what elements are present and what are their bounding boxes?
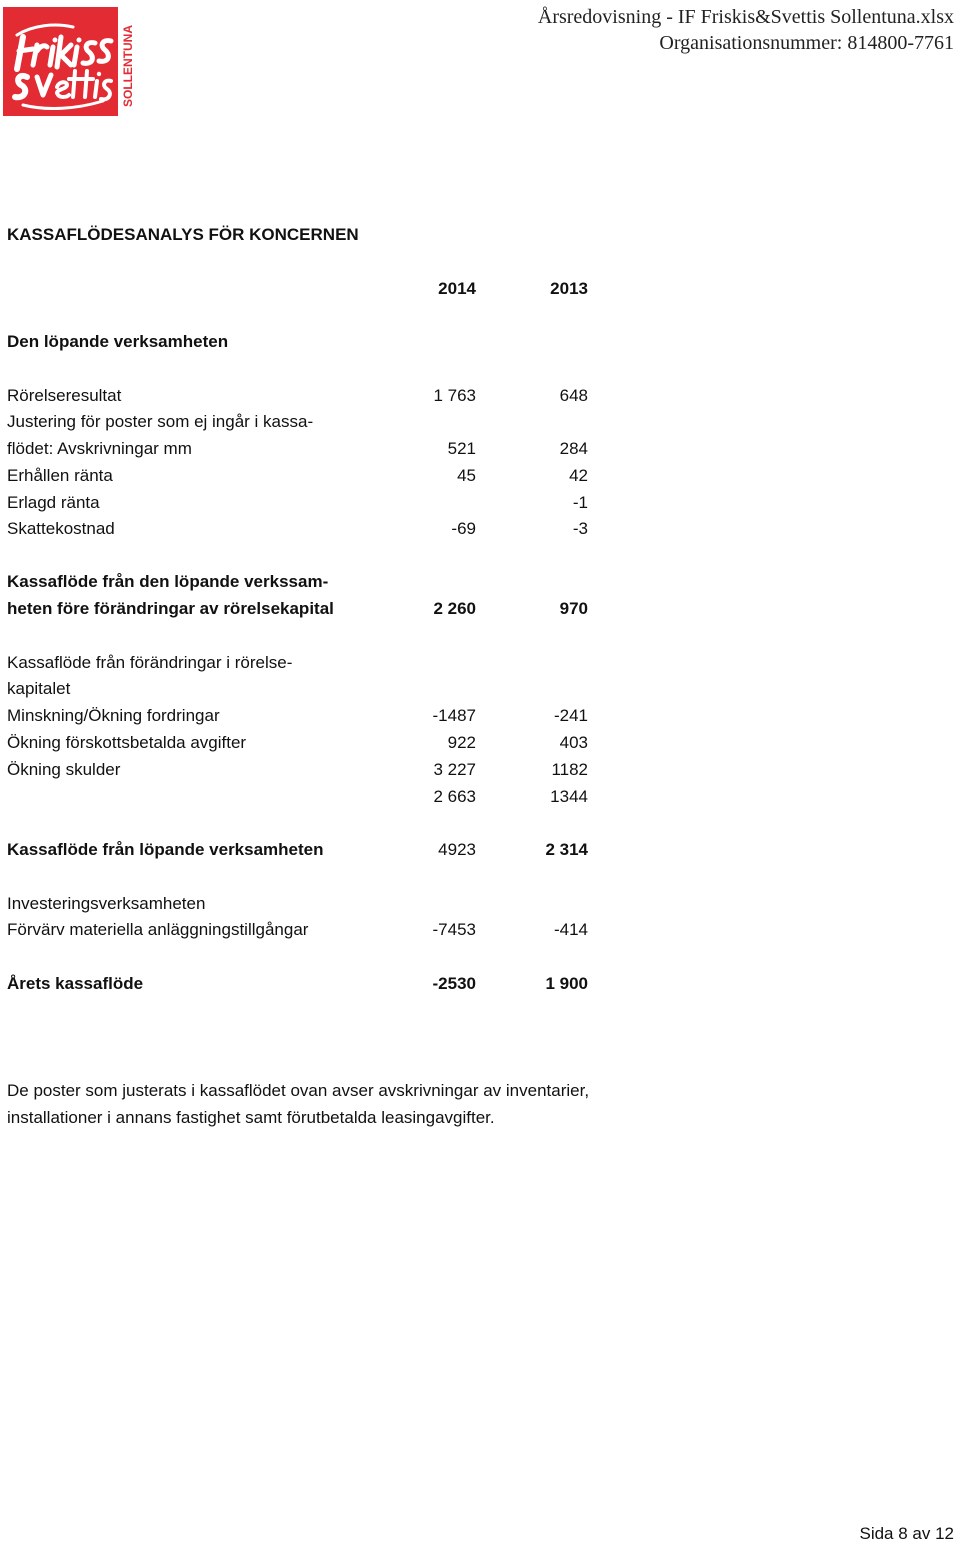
row-label: Rörelseresultat	[7, 386, 122, 405]
row-label: Förvärv materiella anläggningstillgångar	[7, 920, 309, 939]
row-label: Justering för poster som ej ingår i kassa-	[7, 412, 314, 431]
note-line-1: De poster som justerats i kassaflödet ovan avser avskrivningar av inventarier,	[7, 1081, 590, 1100]
value-2014: 3 227	[433, 760, 476, 779]
value-2014: 2 663	[433, 787, 476, 806]
value-2013: -241	[553, 706, 588, 725]
table-row	[7, 439, 607, 465]
row-label: Årets kassaflöde	[7, 974, 144, 993]
row-label: Ökning förskottsbetalda avgifter	[7, 733, 247, 752]
table-row	[7, 653, 607, 679]
row-label: Kassaflöde från löpande verksamheten	[7, 840, 324, 859]
value-2014: 2 260	[433, 599, 476, 618]
value-2014: 521	[447, 439, 476, 458]
row-label: Erlagd ränta	[7, 493, 100, 512]
row-label: Skattekostnad	[7, 519, 115, 538]
table-row	[7, 840, 607, 866]
table-row	[7, 466, 607, 492]
value-2013: 1 900	[545, 974, 588, 993]
row-label: kapitalet	[7, 679, 71, 698]
value-2014: 922	[447, 733, 476, 752]
value-2014: 1 763	[433, 386, 476, 405]
row-label: heten före förändringar av rörelsekapital	[7, 599, 334, 618]
row-label: Den löpande verksamheten	[7, 332, 229, 351]
value-2014: -2530	[432, 974, 476, 993]
value-2013: 403	[559, 733, 588, 752]
table-row	[7, 733, 607, 759]
value-2013: 42	[569, 466, 588, 485]
page-title: KASSAFLÖDESANALYS FÖR KONCERNEN	[7, 225, 359, 244]
value-2014: 4923	[438, 840, 476, 859]
value-2013: 284	[559, 439, 588, 458]
note-line-2: installationer i annans fastighet samt förutbetalda leasingavgifter.	[7, 1108, 495, 1127]
row-label: Kassaflöde från förändringar i rörelse-	[7, 653, 293, 672]
header-org-number: Organisationsnummer: 814800-7761	[659, 32, 954, 54]
table-row	[7, 920, 607, 946]
value-2013: -3	[572, 519, 588, 538]
value-2013: 970	[559, 599, 588, 618]
logo-mark	[3, 7, 118, 116]
value-2013: 1344	[550, 787, 588, 806]
table-row	[7, 572, 607, 598]
table-row	[7, 519, 607, 545]
value-2013: 2 314	[545, 840, 588, 859]
value-2013: 648	[559, 386, 588, 405]
table-row	[7, 386, 607, 412]
table-row	[7, 412, 607, 438]
table-row	[7, 599, 607, 625]
value-2014: -69	[451, 519, 476, 538]
value-2013: -414	[553, 920, 588, 939]
friskis-svettis-logo	[3, 7, 118, 116]
value-2013: 1182	[551, 760, 588, 779]
value-2014: -1487	[432, 706, 476, 725]
value-2014: 45	[457, 466, 476, 485]
table-row	[7, 332, 607, 358]
row-label: flödet: Avskrivningar mm	[7, 439, 192, 458]
table-row	[7, 894, 607, 920]
table-row	[7, 706, 607, 732]
logo-side-text	[118, 7, 138, 116]
row-label: Kassaflöde från den löpande verkssam-	[7, 572, 329, 591]
value-2013: -1	[572, 493, 588, 512]
row-label: Erhållen ränta	[7, 466, 113, 485]
header-file-name: Årsredovisning - IF Friskis&Svettis Sollentuna.xlsx	[537, 6, 954, 28]
table-row	[7, 760, 607, 786]
year-header-2014: 2014	[438, 279, 476, 298]
table-row	[7, 493, 607, 519]
year-header-2013: 2013	[550, 279, 588, 298]
table-row	[7, 974, 607, 1000]
row-label: Minskning/Ökning fordringar	[7, 706, 220, 725]
value-2014: -7453	[432, 920, 476, 939]
table-row	[7, 679, 607, 705]
table-row	[7, 787, 607, 813]
logo-side-label: SOLLENTUNA	[121, 25, 135, 107]
row-label: Ökning skulder	[7, 760, 121, 779]
page-number: Sida 8 av 12	[859, 1524, 954, 1543]
row-label: Investeringsverksamheten	[7, 894, 206, 913]
